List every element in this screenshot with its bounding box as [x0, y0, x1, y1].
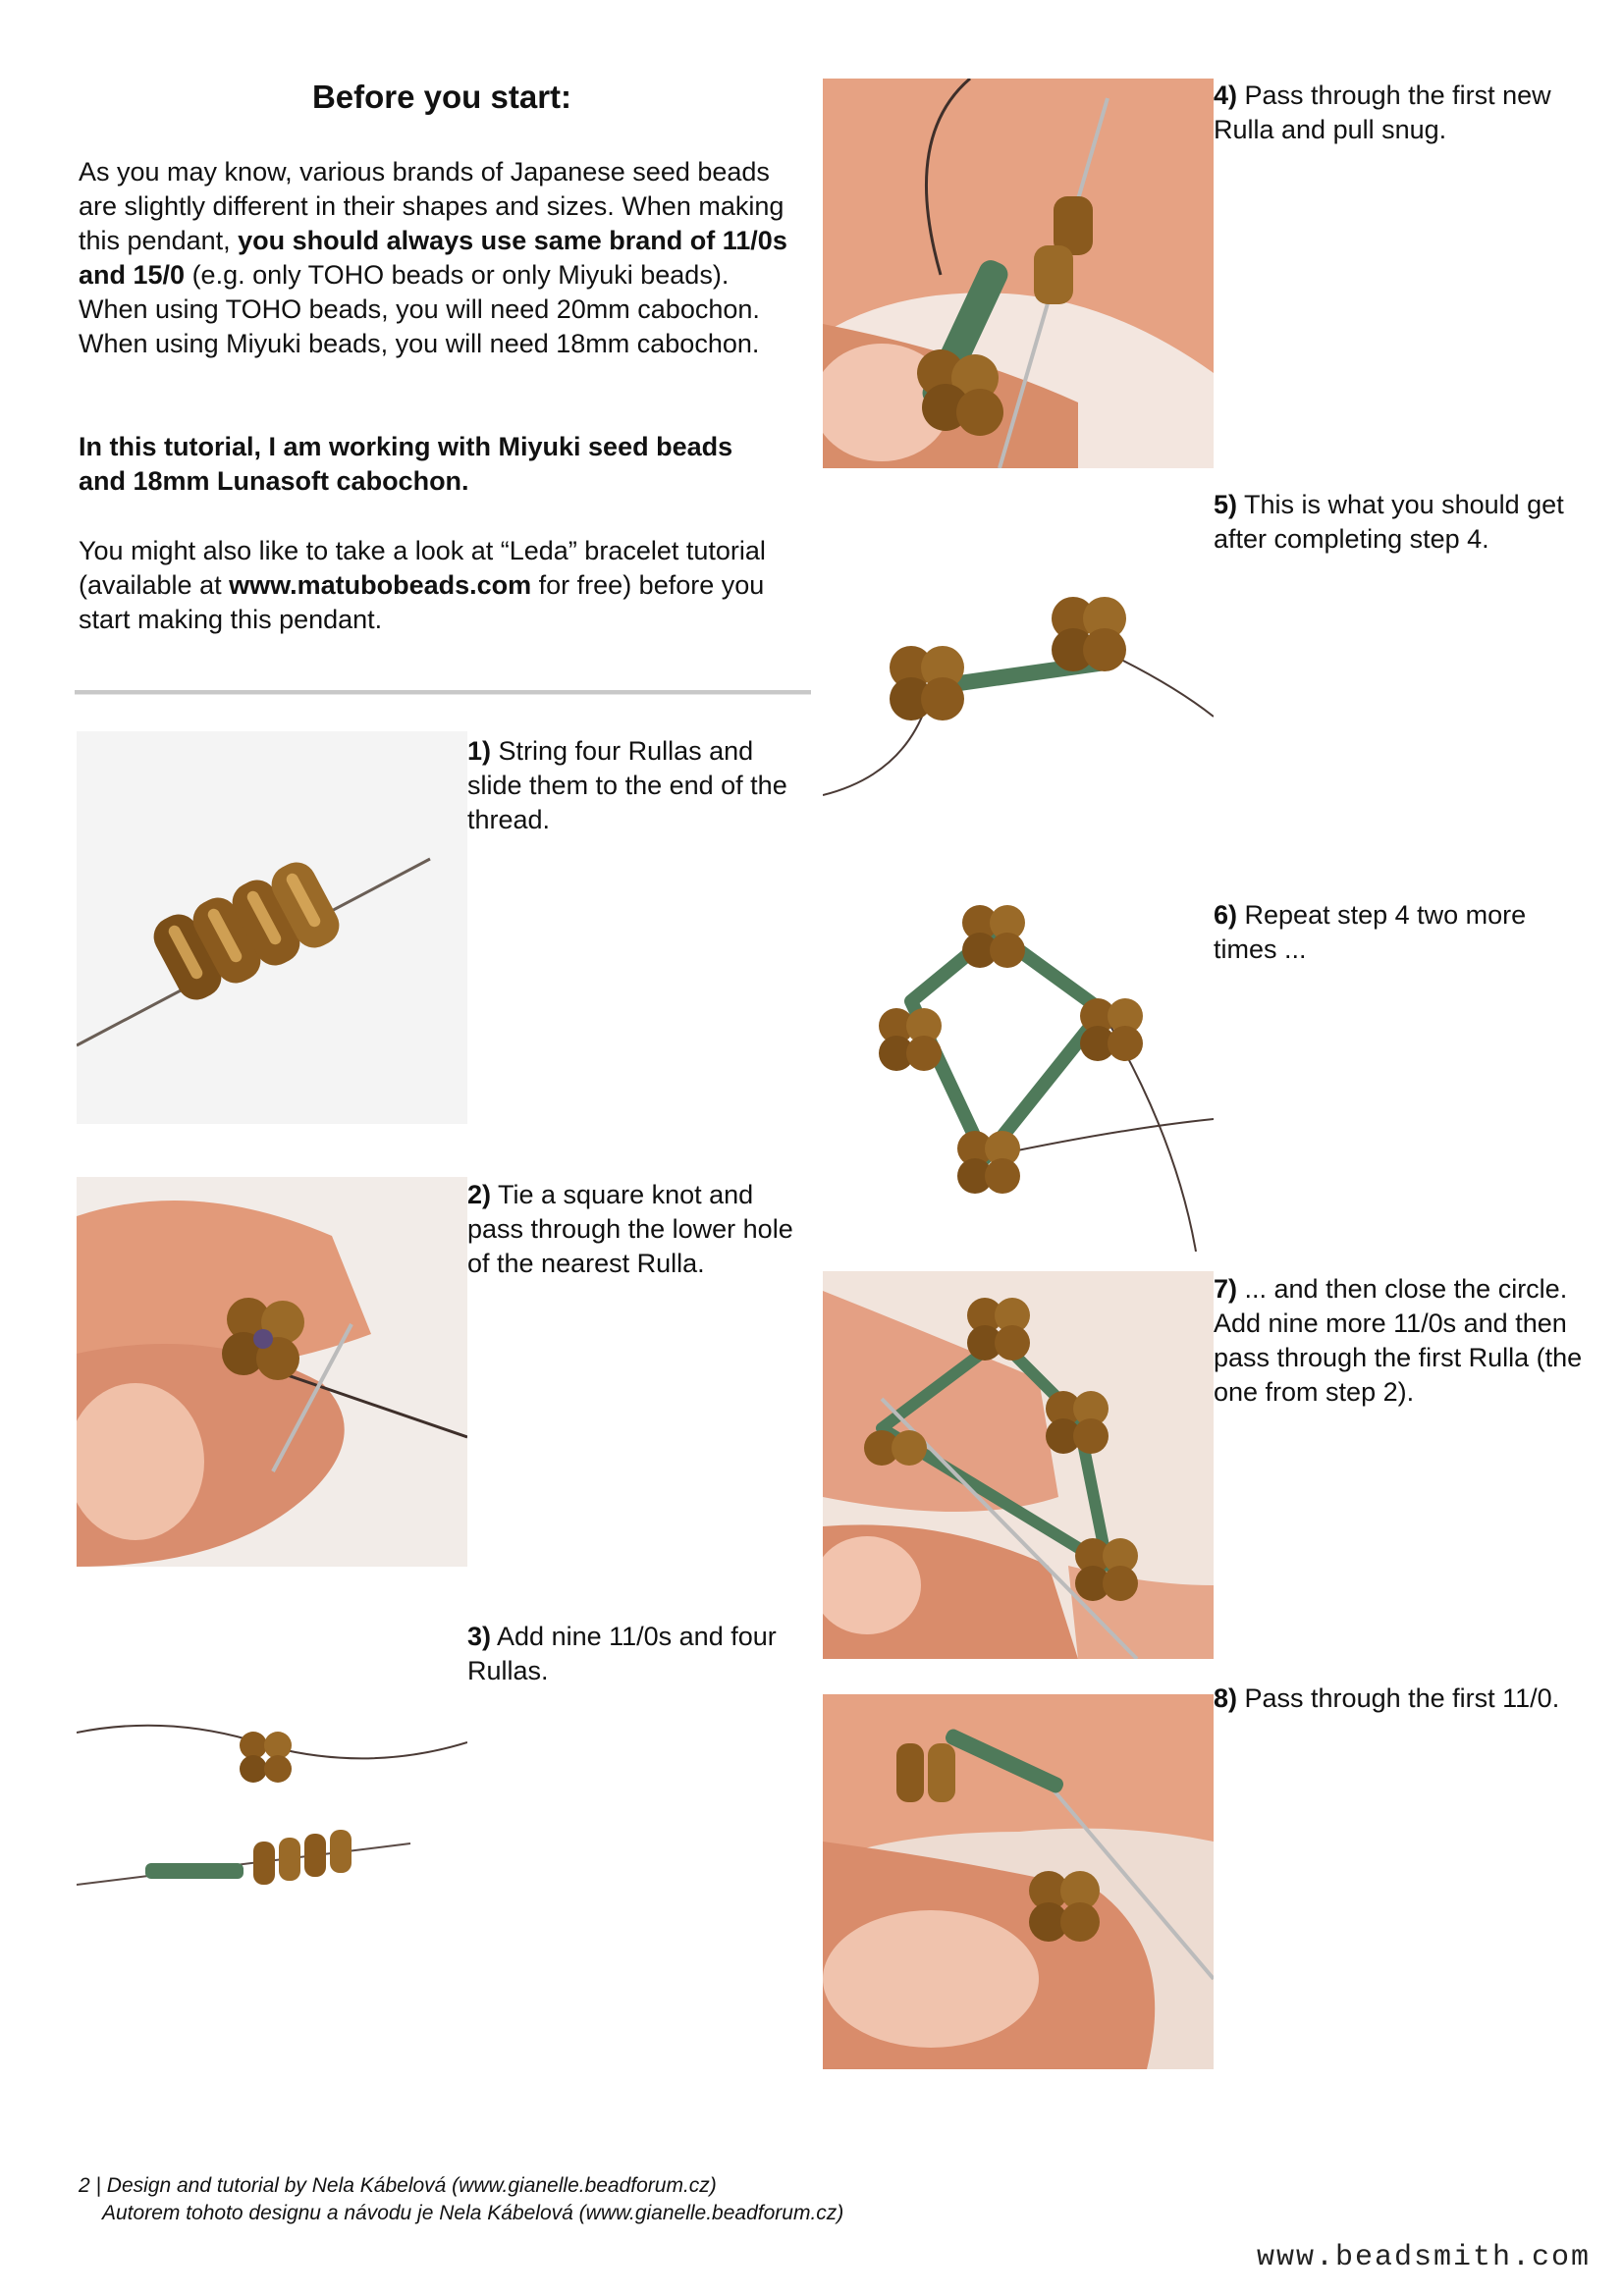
matubo-link[interactable]: www.matubobeads.com	[229, 570, 532, 600]
flower-beads	[917, 349, 1003, 436]
step-2-photo	[77, 1177, 467, 1567]
step-6-text	[1214, 898, 1587, 967]
step-3-photo	[77, 1688, 467, 1934]
step-3-text	[467, 1620, 811, 1688]
footer-credit-czech: Autorem tohoto designu a návodu je Nela Kábelová (www.gianelle.beadforum.cz)	[102, 2202, 844, 2224]
step-6-image	[823, 864, 1214, 1252]
flower-beads	[222, 1298, 304, 1380]
step-1-image	[77, 731, 467, 1124]
step-number: 2)	[467, 1180, 492, 1209]
step-number: 4)	[1214, 80, 1238, 110]
step-description: Pass through the first new Rulla and pull snug.	[1214, 80, 1551, 144]
step-6-photo	[823, 864, 1214, 1252]
intro-toho-note: When using TOHO beads, you will need 20mm cabochon.	[79, 294, 760, 324]
section-divider	[75, 690, 811, 695]
step-4-text	[1214, 79, 1587, 147]
step-description: ... and then close the circle. Add nine more 11/0s and then pass through the first Rulla (the one from step 2).	[1214, 1274, 1583, 1407]
step-7-image	[823, 1271, 1214, 1659]
seed-beads	[145, 1863, 243, 1879]
intro-emphasis: you should always use same brand of 11/0s and 15/0	[79, 226, 787, 290]
step-7-text	[1214, 1272, 1587, 1410]
intro-title: Before you start:	[311, 79, 572, 115]
step-3-image	[77, 1688, 467, 1934]
step-2-image	[77, 1177, 467, 1567]
intro-paragraph-brands	[79, 155, 815, 361]
step-5-text	[1214, 488, 1587, 557]
step-description: Repeat step 4 two more times ...	[1214, 900, 1527, 964]
step-number: 3)	[467, 1622, 492, 1651]
step-2-text	[467, 1178, 811, 1281]
intro-miyuki-note: When using Miyuki beads, you will need 18mm cabochon.	[79, 329, 760, 358]
step-5-photo	[823, 550, 1214, 815]
step-number: 1)	[467, 736, 492, 766]
step-description: This is what you should get after completing step 4.	[1214, 490, 1564, 554]
step-7-photo	[823, 1271, 1214, 1659]
step-number: 5)	[1214, 490, 1238, 519]
intro-text: for free) before you start making this pendant.	[79, 570, 765, 634]
intro-working-note: In this tutorial, I am working with Miyuki seed beads and 18mm Lunasoft cabochon.	[79, 432, 733, 496]
step-description: Pass through the first 11/0.	[1237, 1683, 1560, 1713]
step-4-photo	[823, 79, 1214, 468]
step-8-image	[823, 1694, 1214, 2069]
step-description: Tie a square knot and pass through the lower hole of the nearest Rulla.	[467, 1180, 793, 1278]
step-1-photo	[77, 731, 467, 1124]
step-number: 8)	[1214, 1683, 1238, 1713]
step-5-image	[823, 550, 1214, 815]
step-1-text	[467, 734, 811, 837]
intro-paragraph-leda	[79, 534, 815, 637]
intro-text: As you may know, various brands of Japanese seed beads are slightly different in their shapes and sizes. When making this pendant,	[79, 157, 784, 255]
intro-text: (e.g. only TOHO beads or only Miyuki beads).	[185, 260, 730, 290]
intro-text: You might also like to take a look at “Leda” bracelet tutorial (available at	[79, 536, 766, 600]
beadsmith-watermark: www.beadsmith.com	[1257, 2241, 1592, 2274]
step-4-image	[823, 79, 1214, 468]
step-8-photo	[823, 1694, 1214, 2069]
step-number: 6)	[1214, 900, 1238, 930]
step-description: Add nine 11/0s and four Rullas.	[467, 1622, 777, 1685]
step-description: String four Rullas and slide them to the end of the thread.	[467, 736, 787, 834]
step-number: 7)	[1214, 1274, 1238, 1304]
step-8-text	[1214, 1682, 1587, 1716]
footer-credit: 2 | Design and tutorial by Nela Kábelová (www.gianelle.beadforum.cz)	[79, 2174, 717, 2197]
